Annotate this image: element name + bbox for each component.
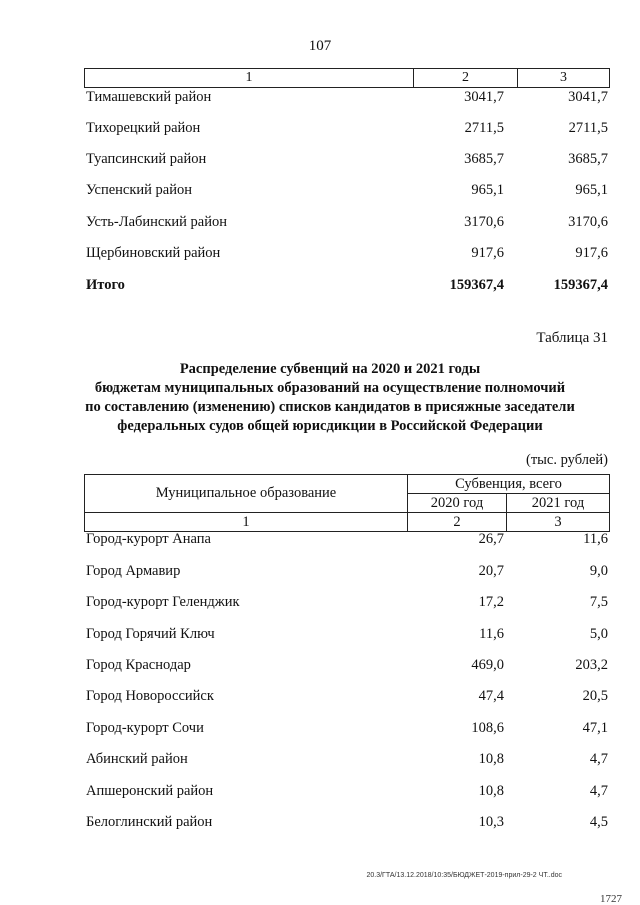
title-line: Распределение субвенций на 2020 и 2021 годы — [179, 361, 481, 377]
table-label: Таблица 31 — [536, 330, 608, 346]
row-value-1: 17,2 — [478, 594, 504, 610]
row-value-1: 20,7 — [478, 563, 504, 579]
title-line: федеральных судов общей юрисдикции в Российской Федерации — [117, 418, 543, 434]
row-name: Апшеронский район — [86, 783, 214, 799]
row-value-2: 7,5 — [589, 594, 608, 610]
table-row — [86, 245, 608, 265]
row-name: Город Горячий Ключ — [86, 626, 215, 642]
col-number-2: 2 — [408, 513, 507, 531]
row-name: Город Новороссийск — [86, 688, 214, 704]
row-value-2: 3685,7 — [568, 151, 608, 167]
table-row — [86, 626, 608, 646]
total-value-2: 159367,4 — [553, 277, 608, 293]
table-header — [84, 474, 610, 532]
table-row — [86, 594, 608, 614]
row-value-2: 4,5 — [589, 814, 608, 830]
row-name: Город Краснодар — [86, 657, 191, 673]
row-value-1: 3041,7 — [464, 89, 504, 105]
col-number-2: 2 — [414, 69, 518, 87]
table-row — [86, 531, 608, 551]
row-name: Успенский район — [86, 182, 192, 198]
units-label: (тыс. рублей) — [526, 452, 608, 468]
row-value-1: 965,1 — [471, 182, 504, 198]
row-name: Щербиновский район — [86, 245, 221, 261]
row-value-1: 108,6 — [471, 720, 504, 736]
table-title — [60, 360, 600, 436]
row-value-1: 10,8 — [478, 751, 504, 767]
title-line: бюджетам муниципальных образований на осуществление полномочий — [94, 380, 566, 396]
row-value-2: 2711,5 — [568, 120, 608, 136]
header-year-2021: 2021 год — [507, 494, 609, 513]
row-value-2: 203,2 — [575, 657, 608, 673]
title-line: по составлению (изменению) списков кандидатов в присяжные заседатели — [85, 399, 575, 415]
top-table-header — [84, 68, 610, 88]
row-name: Белоглинский район — [86, 814, 213, 830]
table-row — [86, 151, 608, 171]
row-value-1: 2711,5 — [464, 120, 504, 136]
row-name: Город-курорт Сочи — [86, 720, 204, 736]
table-row — [86, 120, 608, 140]
row-value-2: 9,0 — [589, 563, 608, 579]
header-year-2020: 2020 год — [408, 494, 507, 513]
page-number: 107 — [308, 38, 332, 54]
table-row — [86, 814, 608, 834]
row-name: Усть-Лабинский район — [86, 214, 227, 230]
row-name: Тихорецкий район — [86, 120, 201, 136]
col-number-1: 1 — [85, 513, 408, 531]
row-value-1: 26,7 — [478, 531, 504, 547]
row-value-1: 469,0 — [471, 657, 504, 673]
table-row — [86, 783, 608, 803]
table-row — [86, 182, 608, 202]
row-value-1: 47,4 — [478, 688, 504, 704]
total-label: Итого — [86, 277, 125, 293]
row-value-1: 3170,6 — [464, 214, 504, 230]
row-value-1: 10,8 — [478, 783, 504, 799]
row-name: Тимашевский район — [86, 89, 212, 105]
col-number-3: 3 — [554, 513, 562, 530]
table-row — [86, 89, 608, 109]
col-number-1: 1 — [85, 69, 414, 87]
row-value-1: 917,6 — [471, 245, 504, 261]
table-row — [86, 563, 608, 583]
row-value-2: 917,6 — [575, 245, 608, 261]
row-value-2: 5,0 — [589, 626, 608, 642]
row-value-2: 3170,6 — [568, 214, 608, 230]
table-row — [86, 657, 608, 677]
header-subvention: Субвенция, всего — [408, 475, 609, 494]
row-value-2: 965,1 — [575, 182, 608, 198]
header-municipality: Муниципальное образование — [85, 475, 408, 513]
footer-file-note: 20.3/ГТА/13.12.2018/10:35/БЮДЖЕТ-2019-прил-29-2 ЧТ..doc — [366, 872, 562, 879]
row-value-2: 4,7 — [589, 751, 608, 767]
table-row — [86, 214, 608, 234]
row-value-2: 11,6 — [583, 531, 608, 547]
row-value-1: 11,6 — [479, 626, 504, 642]
row-name: Город-курорт Анапа — [86, 531, 211, 547]
row-value-2: 20,5 — [582, 688, 608, 704]
total-row — [86, 277, 608, 297]
table-row — [86, 688, 608, 708]
row-name: Город Армавир — [86, 563, 181, 579]
row-value-2: 3041,7 — [568, 89, 608, 105]
row-name: Туапсинский район — [86, 151, 207, 167]
row-value-1: 3685,7 — [464, 151, 504, 167]
row-value-2: 4,7 — [589, 783, 608, 799]
total-value-1: 159367,4 — [449, 277, 504, 293]
row-value-1: 10,3 — [478, 814, 504, 830]
corner-page-mark: 1727 — [600, 893, 622, 905]
table-row — [86, 720, 608, 740]
col-number-3: 3 — [560, 70, 567, 85]
row-name: Абинский район — [86, 751, 188, 767]
row-name: Город-курорт Геленджик — [86, 594, 240, 610]
row-value-2: 47,1 — [582, 720, 608, 736]
table-row — [86, 751, 608, 771]
